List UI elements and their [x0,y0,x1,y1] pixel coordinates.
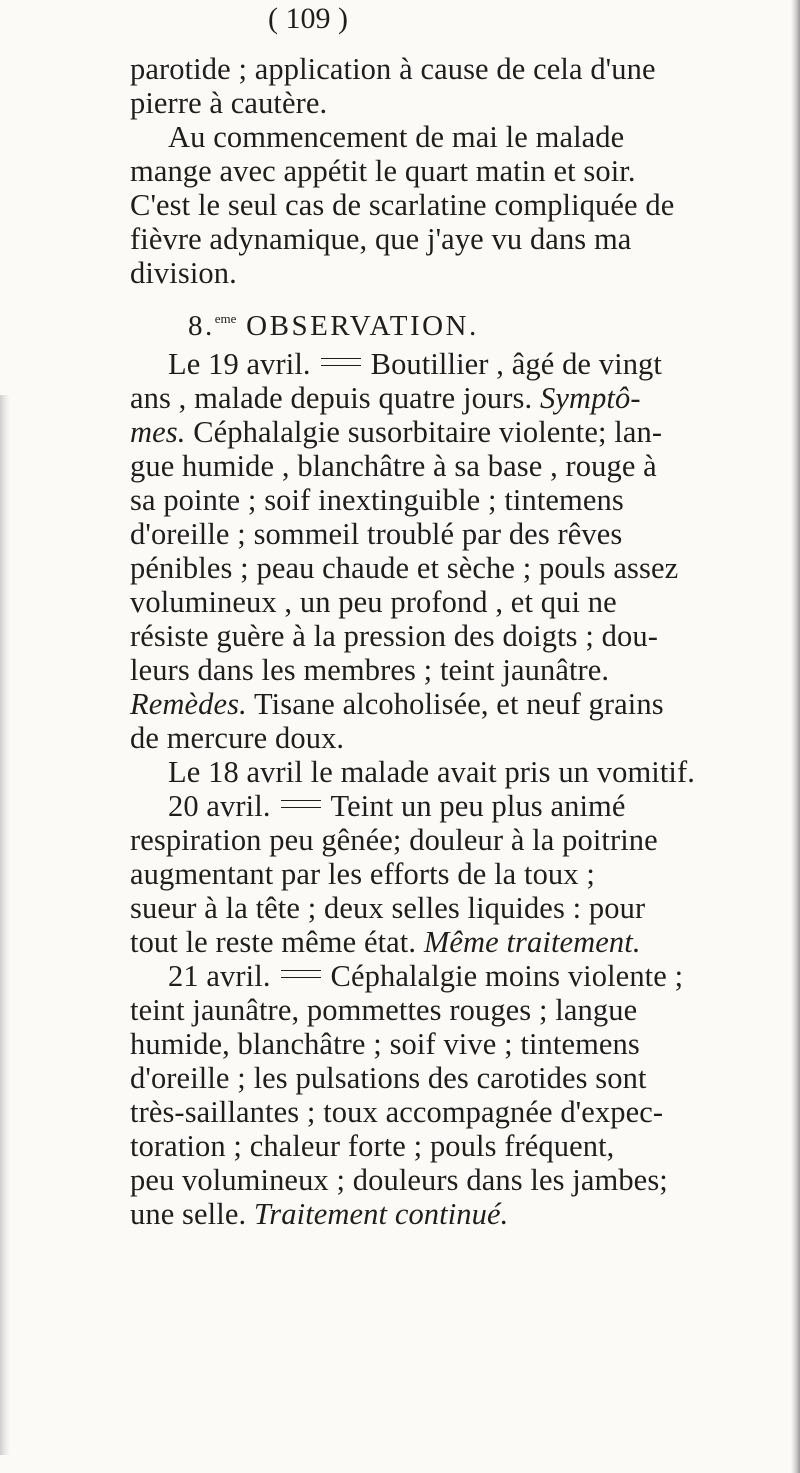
double-dash-separator [281,800,321,808]
text-line [130,687,790,721]
text-line [130,891,790,925]
double-dash-separator [321,358,361,366]
observation-heading [130,302,790,343]
text-line [130,551,790,585]
text-segment: résiste guère à la pression des doigts ; dou- [130,619,658,653]
text-segment: teint jaunâtre, pommettes rouges ; langue [130,993,638,1027]
text-segment: de mercure doux. [130,721,345,755]
text-line [130,1027,790,1061]
observation-number: 8. [188,310,215,342]
text-segment: gue humide , blanchâtre à sa base , rouge à [130,449,657,483]
text-line: mange avec appétit le quart matin et soir. [130,154,636,188]
text-segment: respiration peu gênée; douleur à la poitrine [130,823,658,857]
observation-body [130,347,790,1231]
text-segment: d'oreille ; les pulsations des carotides sont [130,1061,647,1095]
page-text [130,52,790,1231]
italic-text: Remèdes. [130,687,247,721]
text-line [130,381,790,415]
text-line: parotide ; application à cause de cela d'une [130,52,656,86]
text-line [130,415,790,449]
text-segment: augmentant par les efforts de la toux ; [130,857,595,891]
text-line [130,823,790,857]
text-segment: leurs dans les membres ; teint jaunâtre. [130,653,610,687]
text-line [130,993,790,1027]
text-segment: sa pointe ; soif inextinguible ; tintemens [130,483,624,517]
text-line [130,347,790,381]
text-segment: Le 18 avril le malade avait pris un vomitif. [168,755,695,789]
text-line [130,483,790,517]
text-segment: Le 19 avril. [168,347,311,381]
text-segment: 20 avril. [168,789,271,823]
observation-number-suffix: eme [214,311,237,326]
text-line [130,1061,790,1095]
text-segment: Céphalalgie susorbitaire violente; lan- [193,415,663,449]
observation-title: OBSERVATION. [246,310,479,342]
italic-text: mes. [130,415,186,449]
text-line [130,1197,790,1231]
text-segment: une selle. [130,1197,247,1231]
text-line [130,585,790,619]
text-line [130,959,790,993]
text-line: C'est le seul cas de scarlatine compliquée de [130,188,675,222]
italic-text: Même traitement. [423,925,641,959]
text-segment: volumineux , un peu profond , et qui ne [130,585,617,619]
text-line [130,449,790,483]
text-line: pierre à cautère. [130,86,328,120]
double-dash-separator [281,970,321,978]
text-line: division. [130,256,237,290]
text-segment: Tisane alcoholisée, et neuf grains [254,687,664,721]
text-segment: d'oreille ; sommeil troublé par des rêves [130,517,623,551]
text-segment: ans , malade depuis quatre jours. [130,381,533,415]
text-line [130,517,790,551]
italic-text: Traitement continué. [253,1197,509,1231]
text-segment: tout le reste même état. [130,925,417,959]
text-segment: Céphalalgie moins violente ; [330,959,684,993]
text-line [130,619,790,653]
text-line: Au commencement de mai le malade [168,120,625,154]
text-line [130,653,790,687]
italic-text: Symptô- [539,381,641,415]
text-line [130,721,790,755]
text-line [130,1095,790,1129]
page-number: ( 109 ) [268,2,348,35]
text-line [130,1129,790,1163]
text-segment: sueur à la tête ; deux selles liquides : pour [130,891,646,925]
text-line [130,857,790,891]
text-segment: toration ; chaleur forte ; pouls fréquent, [130,1129,615,1163]
page-gutter-shadow [0,395,10,1455]
text-segment: peu volumineux ; douleurs dans les jambes; [130,1163,668,1197]
text-segment: humide, blanchâtre ; soif vive ; tintemens [130,1027,640,1061]
text-segment: très-saillantes ; toux accompagnée d'expec- [130,1095,664,1129]
text-segment: Boutillier , âgé de vingt [370,347,662,381]
text-line [130,1163,790,1197]
page-edge-shadow [791,0,800,1473]
text-segment: 21 avril. [168,959,271,993]
text-line [130,789,790,823]
text-segment: Teint un peu plus animé [330,789,626,823]
text-segment: pénibles ; peau chaude et sèche ; pouls assez [130,551,679,585]
text-line [130,925,790,959]
text-line [130,755,790,789]
text-line: fièvre adynamique, que j'aye vu dans ma [130,222,632,256]
